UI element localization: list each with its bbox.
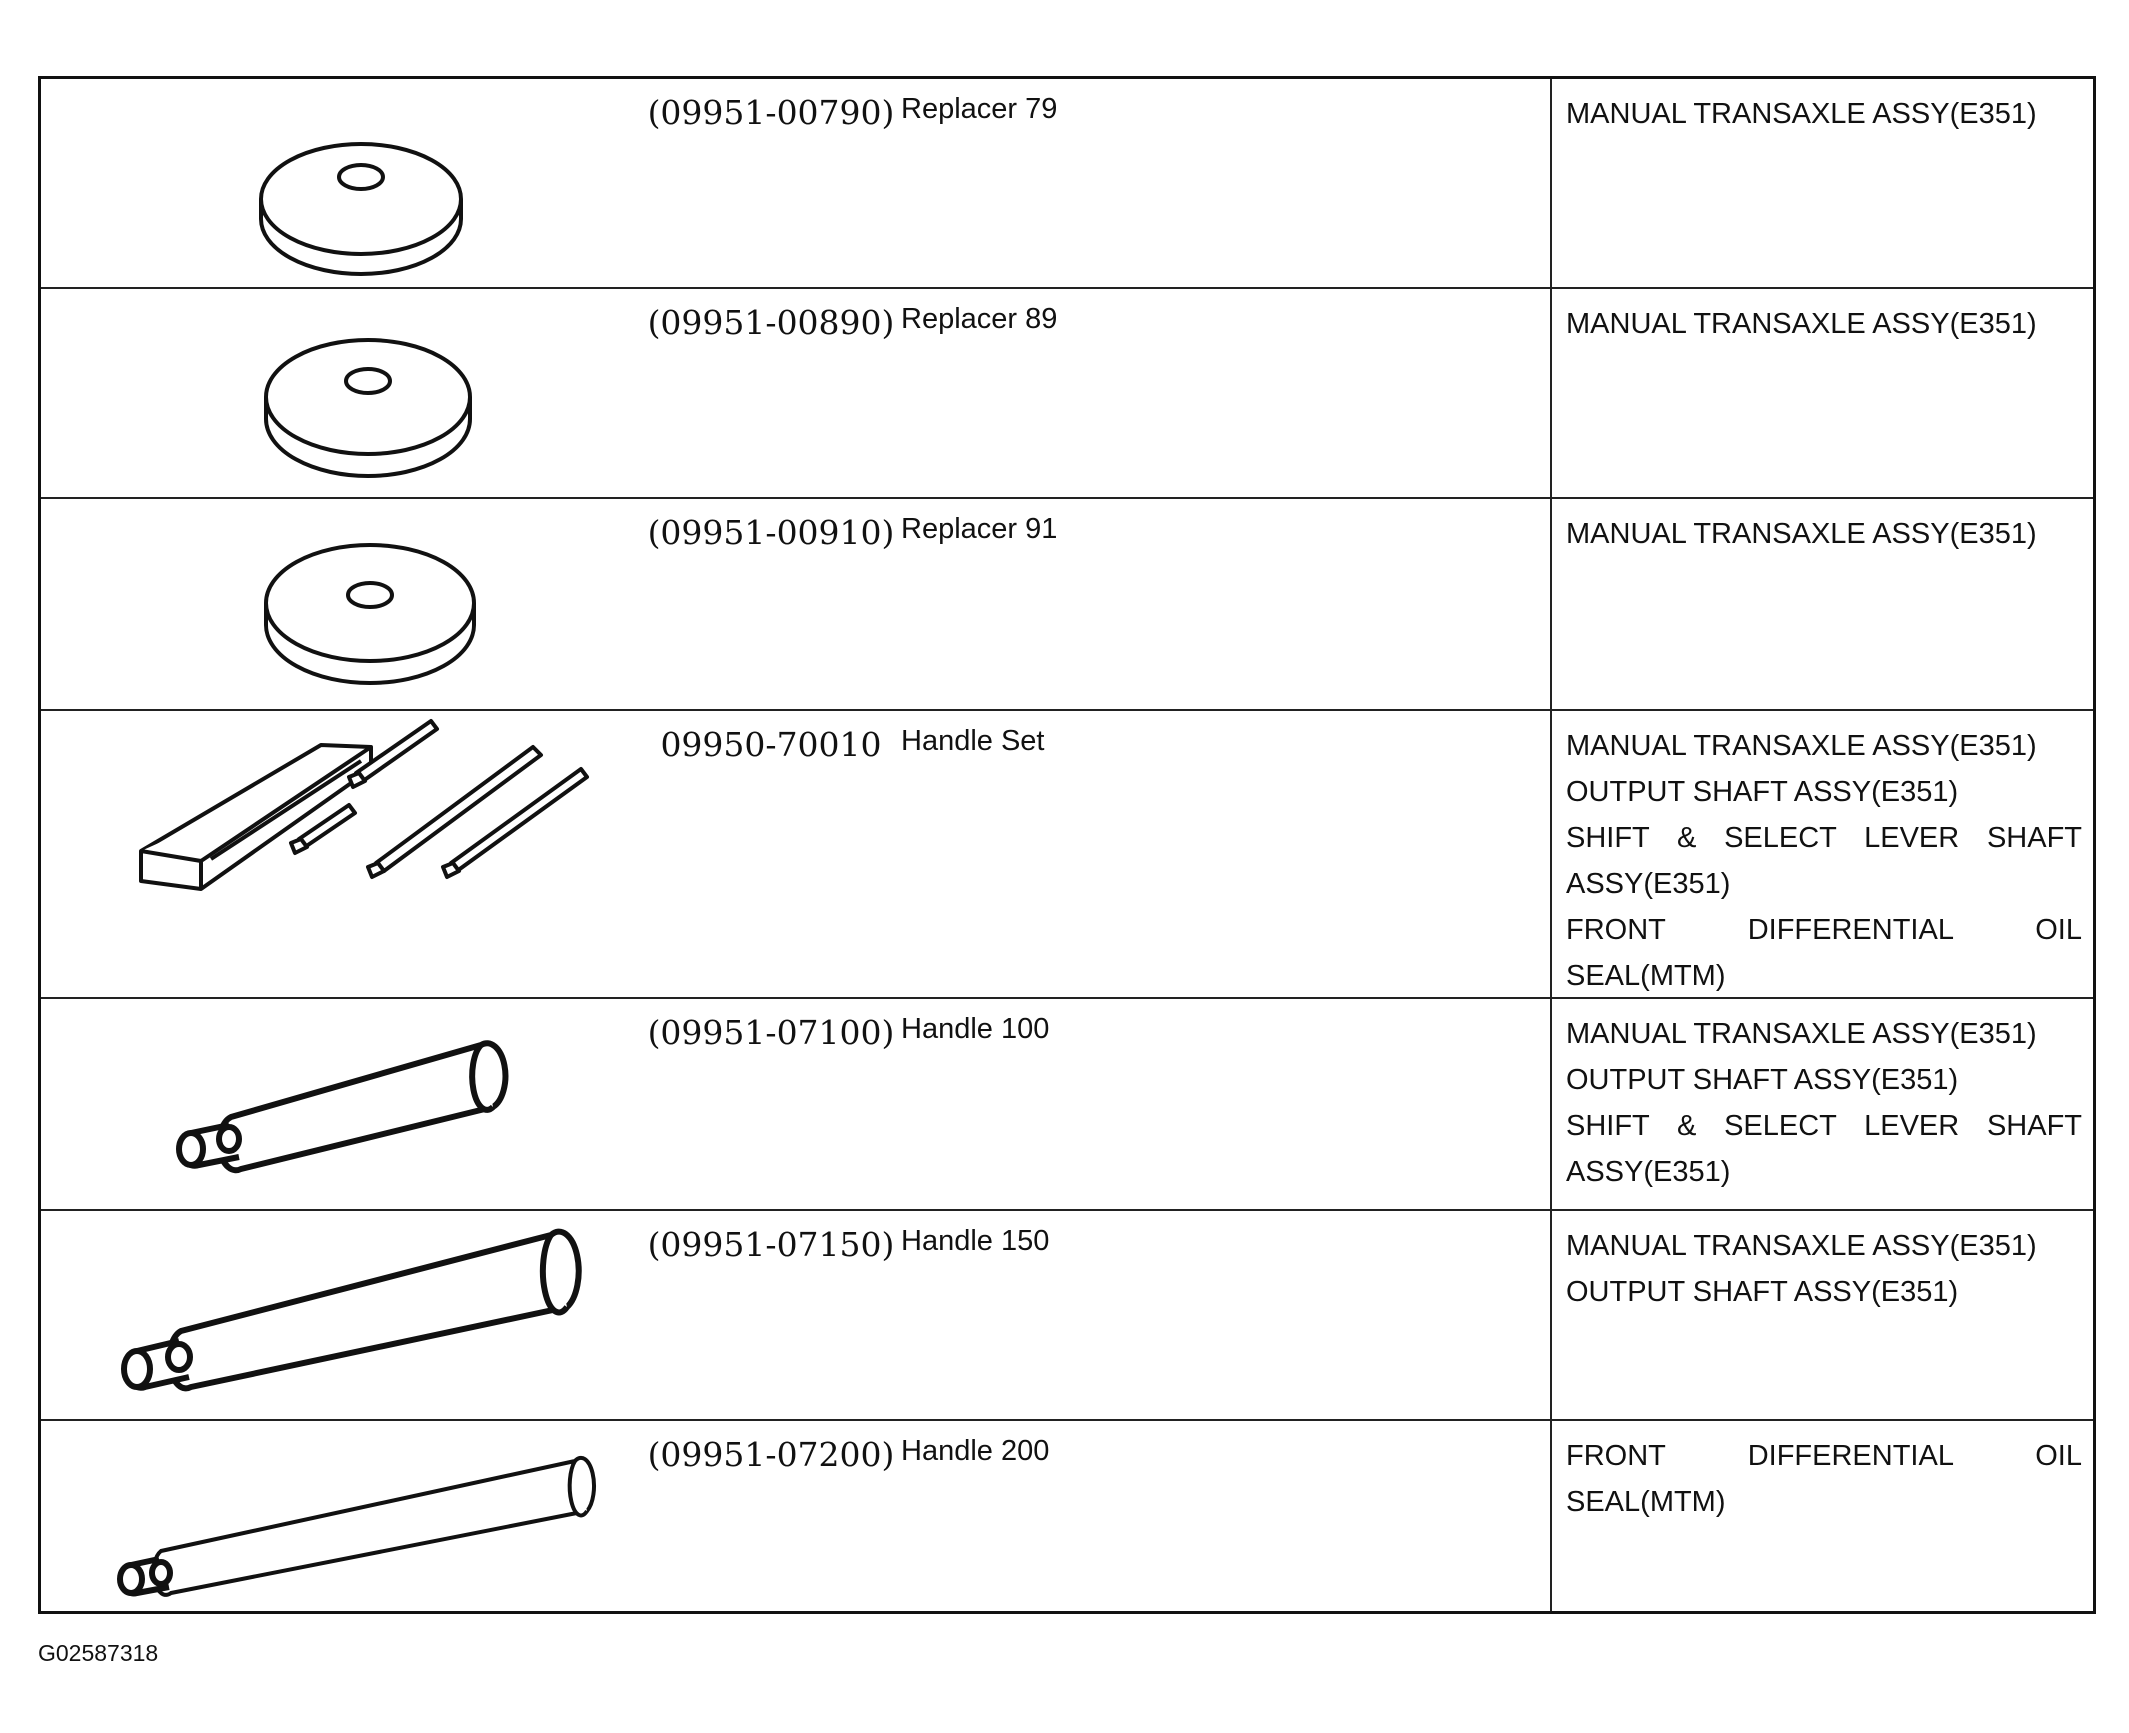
- applications: [1566, 301, 2082, 347]
- part-name: Handle Set: [901, 725, 1045, 757]
- disc-replacer-icon: [81, 499, 641, 711]
- part-number: (09951-07100): [647, 1013, 895, 1052]
- applications: [1566, 1223, 2082, 1315]
- application-line: ASSY(E351): [1566, 1156, 1731, 1188]
- application-line: MANUAL TRANSAXLE ASSY(E351): [1566, 308, 2037, 340]
- application-line: MANUAL TRANSAXLE ASSY(E351): [1566, 730, 2037, 762]
- part-number: (09951-07200): [647, 1435, 895, 1474]
- applications: [1566, 91, 2082, 137]
- table-row: [41, 999, 2093, 1211]
- part-name: Replacer 79: [901, 93, 1058, 125]
- applications: [1566, 511, 2082, 557]
- part-name: Replacer 89: [901, 303, 1058, 335]
- application-line: SEAL(MTM): [1566, 1486, 1726, 1518]
- application-line: MANUAL TRANSAXLE ASSY(E351): [1566, 98, 2037, 130]
- table-row: [41, 79, 2093, 289]
- application-line: OUTPUT SHAFT ASSY(E351): [1566, 776, 1959, 808]
- application-line: MANUAL TRANSAXLE ASSY(E351): [1566, 1230, 2037, 1262]
- disc-replacer-icon: [81, 79, 641, 289]
- applications: [1566, 1433, 2082, 1525]
- table-row: [41, 1421, 2093, 1617]
- handle-icon: [81, 1211, 641, 1421]
- part-number: (09951-00790): [647, 93, 895, 132]
- handle-icon: [81, 1421, 641, 1617]
- application-line: MANUAL TRANSAXLE ASSY(E351): [1566, 518, 2037, 550]
- figure-code: G02587318: [38, 1640, 159, 1666]
- application-line: SHIFT & SELECT LEVER SHAFT: [1566, 822, 2082, 854]
- handle-set-icon: [81, 711, 641, 999]
- special-tools-table: [38, 76, 2096, 1614]
- part-name: Handle 100: [901, 1013, 1050, 1045]
- application-line: ASSY(E351): [1566, 868, 1731, 900]
- application-line: SEAL(MTM): [1566, 960, 1726, 992]
- table-row: [41, 1211, 2093, 1421]
- part-number: (09951-07150): [647, 1225, 895, 1264]
- part-name: Handle 200: [901, 1435, 1050, 1467]
- applications: [1566, 1011, 2082, 1195]
- application-line: OUTPUT SHAFT ASSY(E351): [1566, 1276, 1959, 1308]
- part-name: Replacer 91: [901, 513, 1058, 545]
- part-number: (09951-00910): [647, 513, 895, 552]
- application-line: MANUAL TRANSAXLE ASSY(E351): [1566, 1018, 2037, 1050]
- part-name: Handle 150: [901, 1225, 1050, 1257]
- part-number: (09951-00890): [647, 303, 895, 342]
- table-row: [41, 499, 2093, 711]
- applications: [1566, 723, 2082, 999]
- application-line: SHIFT & SELECT LEVER SHAFT: [1566, 1110, 2082, 1142]
- application-line: OUTPUT SHAFT ASSY(E351): [1566, 1064, 1959, 1096]
- disc-replacer-icon: [81, 289, 641, 499]
- application-line: FRONT DIFFERENTIAL OIL: [1566, 914, 2082, 946]
- part-number: 09950-70010: [660, 725, 882, 764]
- application-line: FRONT DIFFERENTIAL OIL: [1566, 1440, 2082, 1472]
- table-row: [41, 289, 2093, 499]
- table-row: [41, 711, 2093, 999]
- handle-icon: [81, 999, 641, 1211]
